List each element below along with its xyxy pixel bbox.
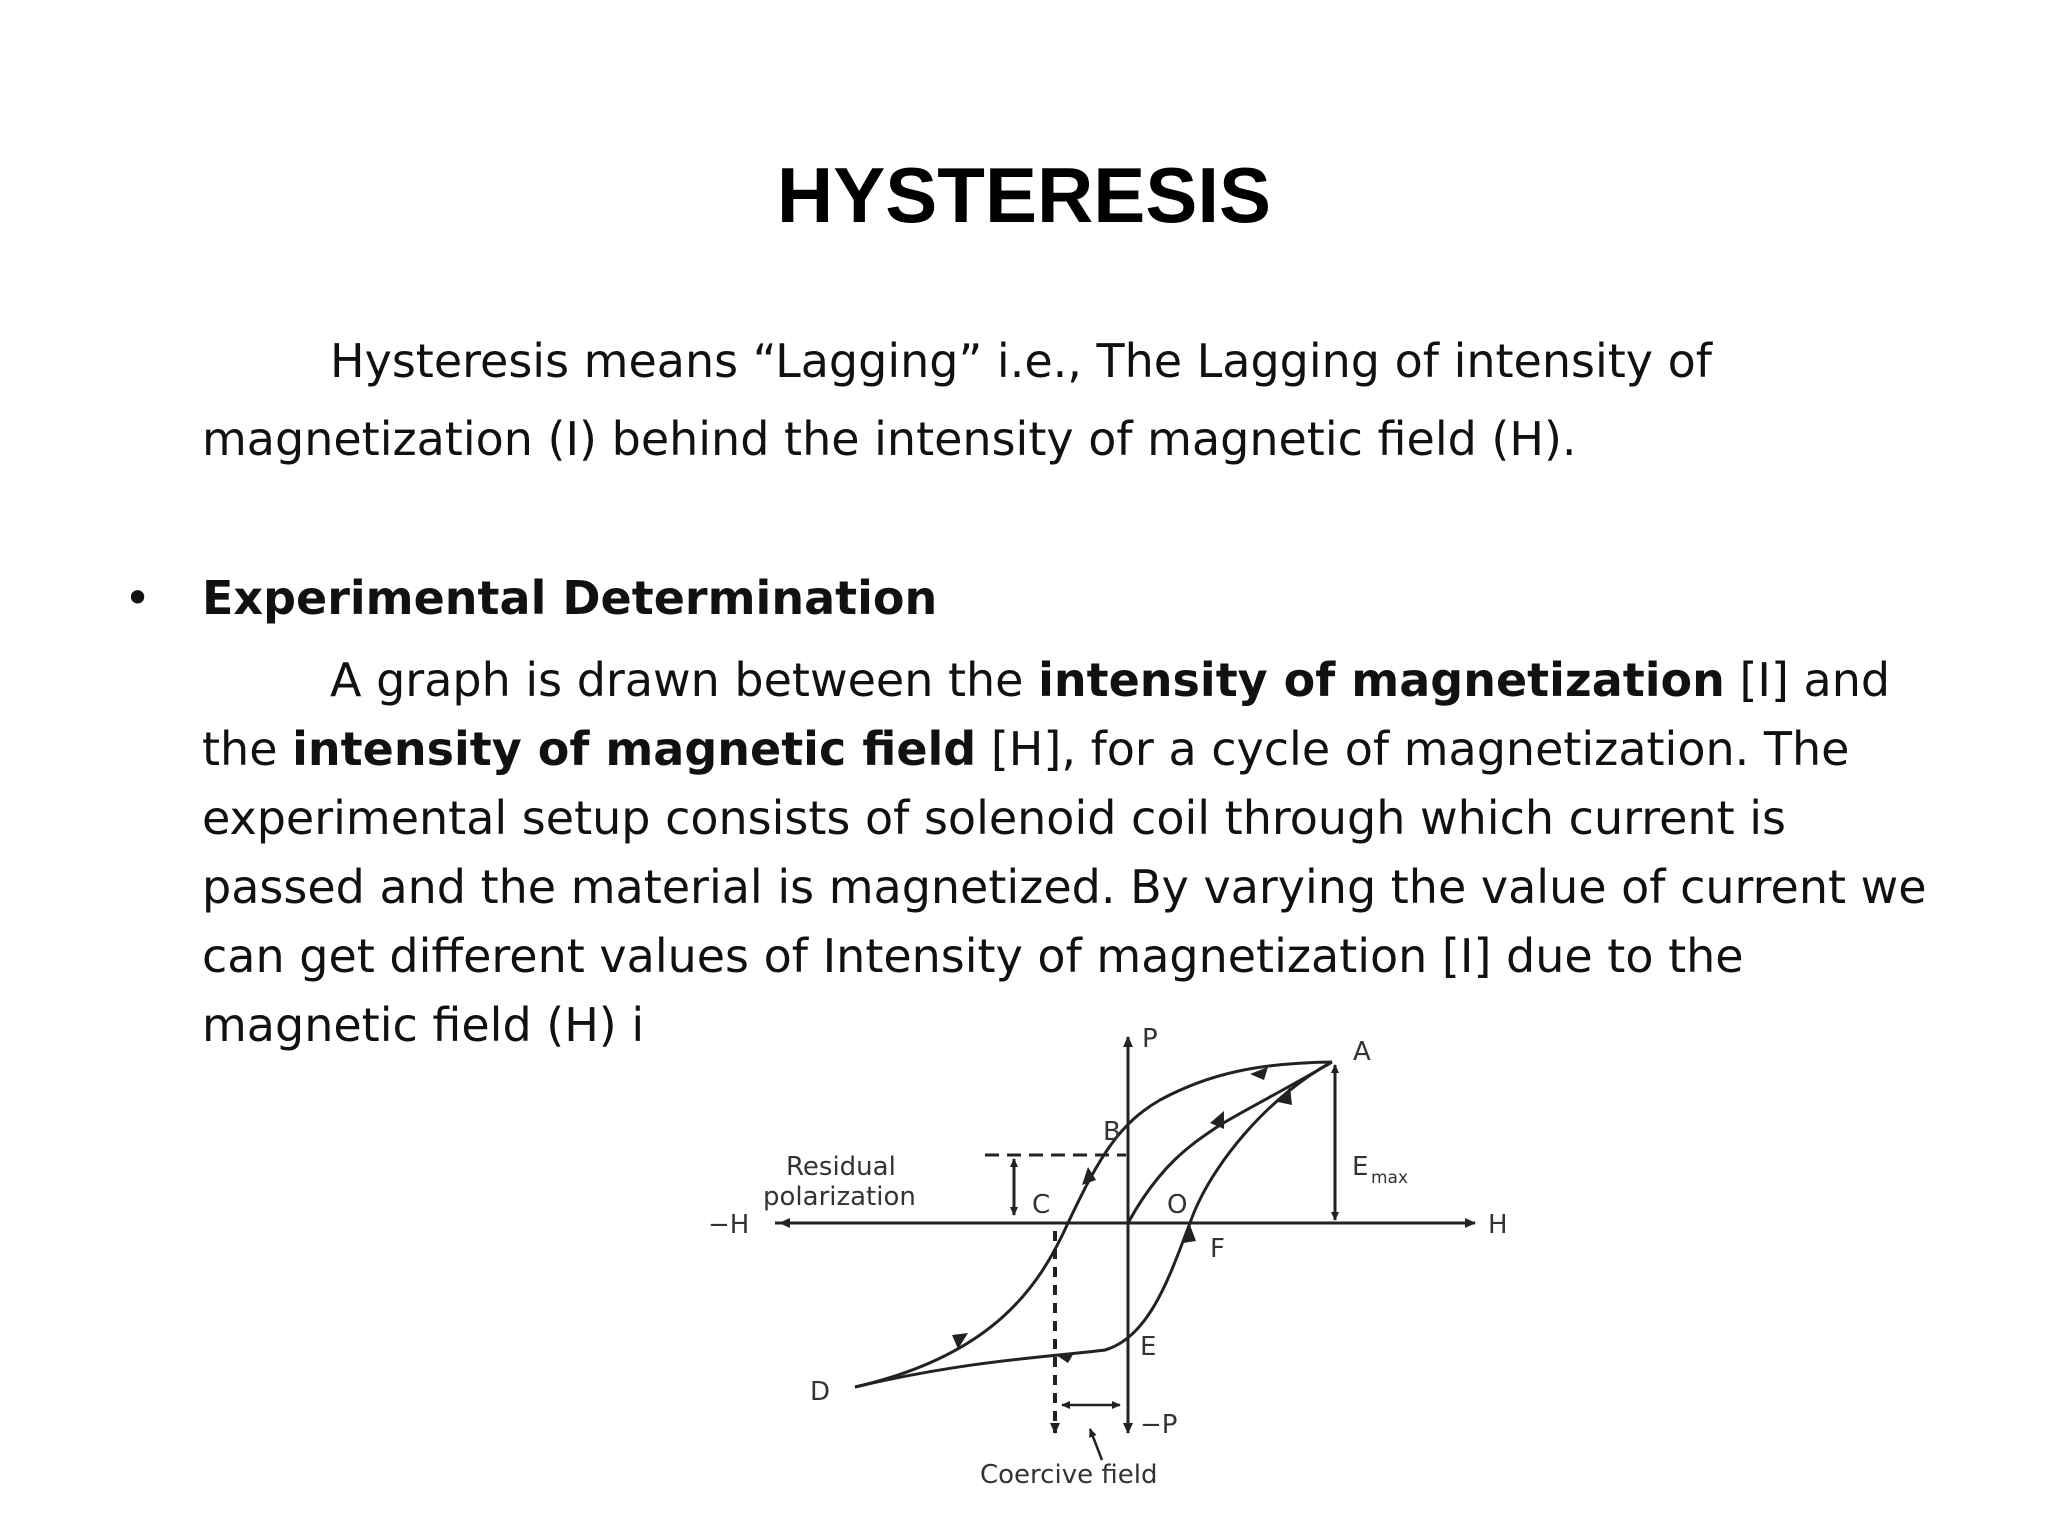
coercive-field-label: Coercive field	[980, 1460, 1158, 1490]
axis-label-h: H	[1488, 1210, 1508, 1240]
hysteresis-diagram	[650, 1015, 1550, 1515]
emax-subscript: max	[1371, 1168, 1409, 1188]
figure-background	[650, 1015, 1550, 1515]
axis-label-neg-p: −P	[1140, 1410, 1178, 1440]
residual-label-line-2: polarization	[763, 1182, 916, 1212]
definition-line-1: Hysteresis means “Lagging” i.e., The Lagging of intensity of	[330, 334, 1712, 388]
point-label-c: C	[1032, 1190, 1051, 1220]
point-label-o: O	[1167, 1190, 1188, 1220]
axis-label-neg-h: −H	[708, 1210, 750, 1240]
point-label-f: F	[1210, 1234, 1225, 1264]
paragraph-text-3: [H], for a cycle of magnetization. The experimental setup consists of solenoid coil through which current is passed and the material is magnetized. By varying the value of current we can get different values of Intensity of magnetization [I] due to the magnetic field (H) i	[202, 722, 1927, 1052]
residual-label-line-1: Residual	[786, 1152, 896, 1182]
emax-label: E	[1352, 1152, 1369, 1182]
definition-line-2: magnetization (I) behind the intensity of magnetic field (H).	[202, 412, 1577, 466]
paragraph-text-1: A graph is drawn between the	[330, 653, 1039, 707]
hysteresis-loop-figure	[650, 1015, 1550, 1515]
axis-label-p: P	[1142, 1024, 1158, 1054]
section-heading: Experimental Determination	[202, 571, 938, 625]
point-label-b: B	[1103, 1117, 1121, 1147]
paragraph-bold-1: intensity of magnetization	[1038, 653, 1725, 707]
slide-title: HYSTERESIS	[776, 151, 1272, 239]
paragraph-text-2: [I] and the	[202, 653, 1891, 776]
paragraph-bold-2: intensity of magnetic field	[292, 722, 977, 776]
bullet-marker: •	[124, 571, 152, 625]
description-paragraph	[202, 646, 1962, 1060]
point-label-e: E	[1140, 1332, 1157, 1362]
definition-text	[202, 322, 1962, 478]
point-label-d: D	[810, 1377, 831, 1407]
point-label-a: A	[1353, 1037, 1371, 1067]
